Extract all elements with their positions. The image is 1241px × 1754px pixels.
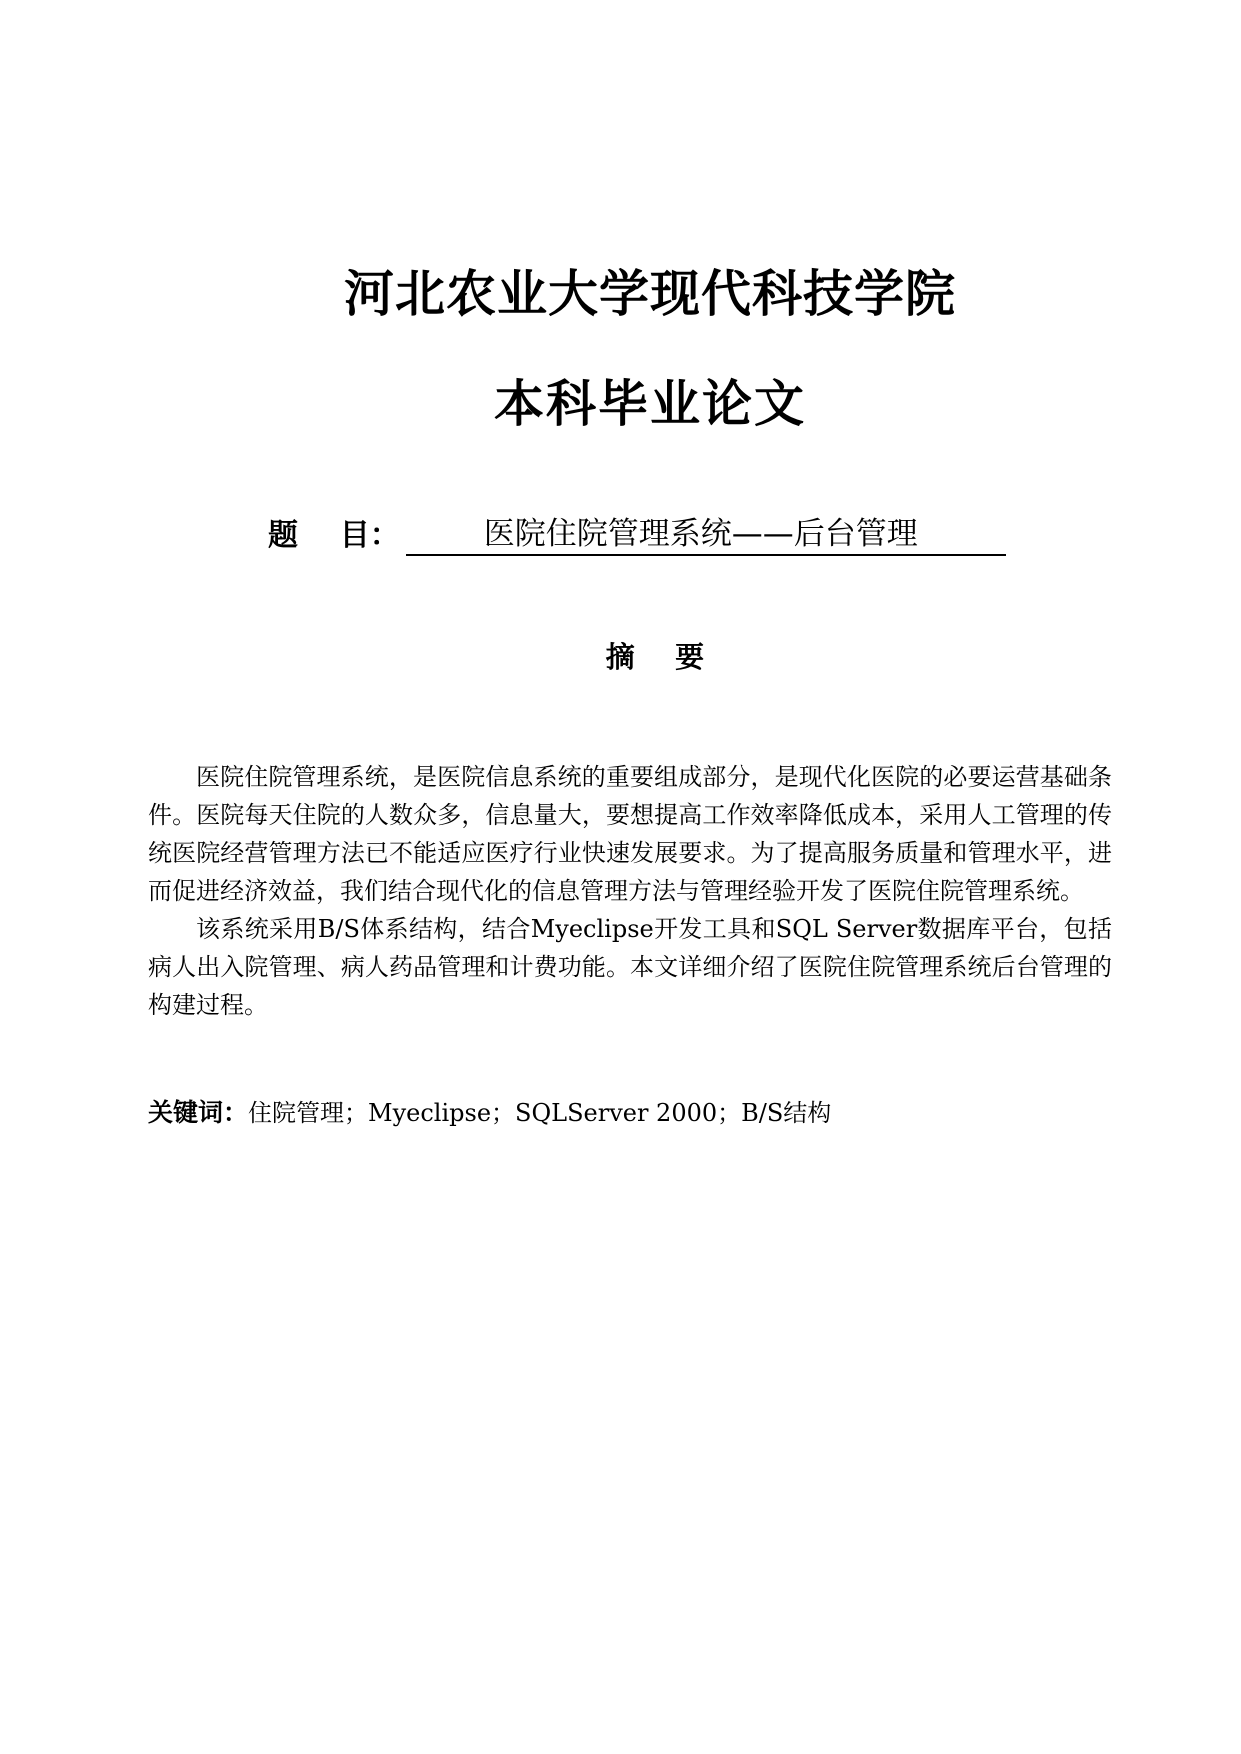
thesis-type-title: 本科毕业论文 bbox=[494, 375, 806, 433]
abstract-paragraph: 该系统采用B/S体系结构，结合Myeclipse开发工具和SQL Server数据库平台，包括病人出入院管理、病人药品管理和计费功能。本文详细介绍了医院住院管理系统后台管理的构建过程。 bbox=[148, 915, 1112, 1019]
keywords-line bbox=[148, 1094, 1112, 1132]
keywords-label: 关键词： bbox=[148, 1098, 249, 1127]
abstract-paragraph: 医院住院管理系统，是医院信息系统的重要组成部分，是现代化医院的必要运营基础条件。医院每天住院的人数众多，信息量大，要想提高工作效率降低成本，采用人工管理的传统医院经营管理方法已不能适应医疗行业快速发展要求。为了提高服务质量和管理水平，进而促进经济效益，我们结合现代化的信息管理方法与管理经验开发了医院住院管理系统。 bbox=[148, 763, 1112, 905]
university-title: 河北农业大学现代科技学院 bbox=[344, 265, 956, 323]
abstract-body bbox=[148, 758, 1112, 1024]
subject-value: 医院住院管理系统——后台管理 bbox=[406, 514, 1006, 556]
subject-label: 题 目： bbox=[268, 518, 400, 553]
abstract-heading: 摘 要 bbox=[605, 640, 705, 674]
keywords-value: 住院管理；Myeclipse；SQLServer 2000；B/S结构 bbox=[248, 1099, 832, 1127]
subject-row bbox=[268, 510, 1006, 556]
